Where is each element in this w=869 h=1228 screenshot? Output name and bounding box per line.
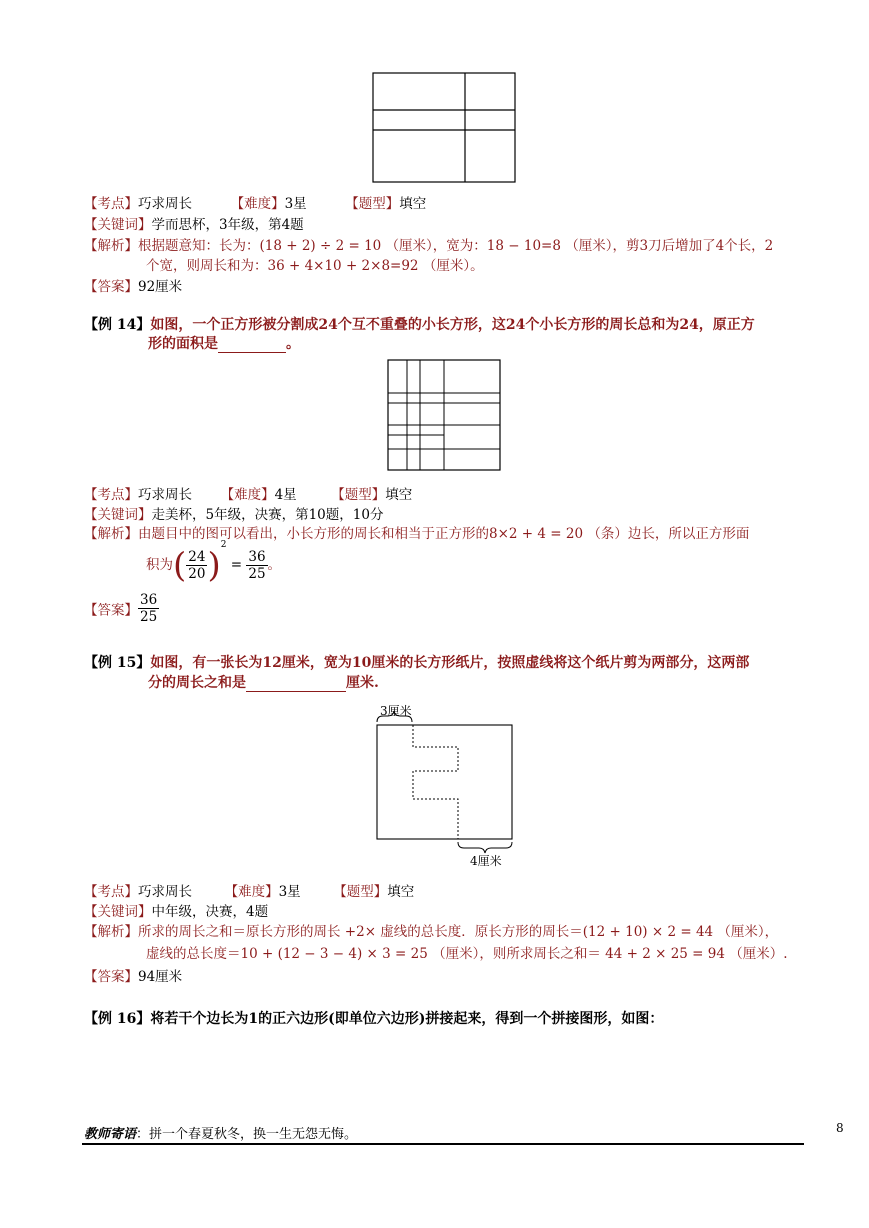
ex15-line1: 如图，有一张长为12厘米，宽为10厘米的长方形纸片，按照虚线将这个纸片剪为两部分，这两部: [150, 655, 750, 671]
ex16-line1: 将若干个边长为1的正六边形(即单位六边形)拼接起来，得到一个拼接图形，如图：: [150, 1011, 664, 1027]
ex14-line2: 形的面积是: [148, 336, 218, 352]
fraction-denominator: 20: [188, 566, 206, 582]
nandu-value: 3星: [284, 196, 307, 212]
ans15-jiexi-line2: 虚线的总长度＝10 + (12 − 3 − 4) × 3 = 25 （厘米），则所求周长之和＝ 44 + 2 × 25 = 94 （厘米）.: [146, 946, 788, 962]
answer-blank: [218, 336, 286, 353]
tixing-label: 【题型】: [333, 884, 388, 900]
ex15-line2: 分的周长之和是: [148, 675, 246, 691]
jiexi-label: 【解析】: [84, 238, 138, 254]
answer-blank: [246, 675, 346, 692]
figure-14-square-grid: [387, 359, 503, 473]
tixing-value: 填空: [399, 196, 427, 212]
ex14-line2-end: 。: [286, 336, 300, 352]
nandu-label: 【难度】: [230, 196, 285, 212]
kaodian-value: 巧求周长: [138, 884, 192, 900]
right-paren: ): [207, 545, 221, 586]
ans13-jiexi-row: [84, 234, 773, 254]
jiexi-line1: 根据题意知：长为：(18 + 2) ÷ 2 = 10 （厘米），宽为：18 − 10=8 （厘米），剪3刀后增加了4个长，2: [138, 238, 774, 254]
daan-label: 【答案】: [84, 602, 138, 619]
kaodian-value: 巧求周长: [138, 196, 192, 212]
ans15-daan-row: [84, 965, 182, 985]
ex15-line2-end: 厘米.: [346, 675, 379, 691]
ans14-jiexi-line2: [146, 540, 281, 586]
footer-rule: [82, 1143, 804, 1145]
fraction-denominator: 25: [248, 566, 266, 582]
ans14-kaodian-row: [84, 483, 412, 503]
jiexi-label: 【解析】: [84, 526, 138, 542]
nandu-label: 【难度】: [224, 884, 279, 900]
ans13-kaodian-row: [84, 192, 426, 212]
daan-label: 【答案】: [84, 969, 138, 985]
tixing-value: 填空: [387, 884, 415, 900]
ans15-keywords-row: [84, 900, 268, 920]
tixing-label: 【题型】: [331, 487, 386, 503]
ans13-daan-row: [84, 275, 182, 295]
keywords-value: 走美杯，5年级，决赛，第10题，10分: [151, 507, 384, 523]
fraction-numerator: 24: [188, 549, 206, 565]
footer-label: 教师寄语: [84, 1127, 137, 1142]
ans14-jiexi-row: [84, 522, 749, 542]
footer-text: 拼一个春夏秋冬，换一生无怨无悔。: [149, 1127, 358, 1142]
keywords-label: 【关键词】: [84, 507, 152, 523]
period: 。: [267, 557, 282, 573]
footer-colon: ：: [136, 1127, 150, 1142]
ans15-kaodian-row: [84, 880, 414, 900]
tixing-value: 填空: [385, 487, 413, 503]
fraction-denominator: 25: [140, 609, 158, 625]
figure-label-4cm: 4厘米: [470, 854, 502, 868]
jiexi-label: 【解析】: [84, 924, 138, 940]
figure-13-rectangle: [372, 72, 517, 184]
figure-label-3cm: 3厘米: [380, 704, 412, 718]
keywords-value: 学而思杯，3年级，第4题: [151, 217, 304, 233]
keywords-label: 【关键词】: [84, 217, 152, 233]
ex15-tag: 【例 15】: [84, 655, 151, 671]
page-number: 8: [836, 1121, 844, 1135]
fraction-36-25: [246, 549, 267, 582]
figure-15-rectangle-dashed-cut: [370, 700, 520, 870]
daan-label: 【答案】: [84, 279, 138, 295]
keywords-label: 【关键词】: [84, 904, 152, 920]
daan-fraction: [138, 592, 159, 625]
ex15-question-line2: [148, 672, 379, 692]
jiexi-line1: 由题目中的图可以看出，小长方形的周长和相当于正方形的8×2 + 4 = 20 （条）边长，所以正方形面: [138, 526, 750, 542]
nandu-value: 3星: [278, 884, 301, 900]
jiexi-line1: 所求的周长之和＝原长方形的周长 +2× 虚线的总长度．原长方形的周长＝(12 + 10) × 2 = 44 （厘米），: [138, 924, 779, 940]
tixing-label: 【题型】: [345, 196, 400, 212]
fraction-numerator: 36: [248, 549, 266, 565]
ex15-question-line1: [84, 652, 749, 672]
fraction-24-20: [186, 549, 207, 582]
daan-value: 92厘米: [138, 279, 183, 295]
footer-teacher-message: [84, 1123, 357, 1142]
jiexi-line2-prefix: 积为: [146, 557, 173, 573]
ex14-question-line2: [148, 333, 300, 353]
daan-value: 94厘米: [138, 969, 183, 985]
ans13-jiexi-line2: 个宽，则周长和为：36 + 4×10 + 2×8=92 （厘米）。: [146, 258, 484, 274]
nandu-value: 4星: [274, 487, 297, 503]
ex14-question-line1: [84, 314, 755, 334]
ex14-line1: 如图，一个正方形被分割成24个互不重叠的小长方形，这24个小长方形的周长总和为24，原正方: [150, 317, 755, 333]
kaodian-value: 巧求周长: [138, 487, 192, 503]
ex14-tag: 【例 14】: [84, 317, 151, 333]
equals-sign: =: [230, 557, 243, 573]
keywords-value: 中年级，决赛，4题: [151, 904, 269, 920]
kaodian-label: 【考点】: [84, 196, 138, 212]
ans13-keywords-row: [84, 213, 304, 233]
exponent: 2: [220, 540, 227, 550]
kaodian-label: 【考点】: [84, 487, 138, 503]
ex16-question-line1: [84, 1008, 663, 1028]
left-paren: (: [173, 545, 187, 586]
ans14-keywords-row: [84, 503, 383, 523]
ex16-tag: 【例 16】: [84, 1011, 151, 1027]
kaodian-label: 【考点】: [84, 884, 138, 900]
nandu-label: 【难度】: [220, 487, 275, 503]
fraction-numerator: 36: [140, 592, 158, 608]
ans15-jiexi-row: [84, 920, 778, 940]
ans14-daan-row: [84, 592, 159, 625]
